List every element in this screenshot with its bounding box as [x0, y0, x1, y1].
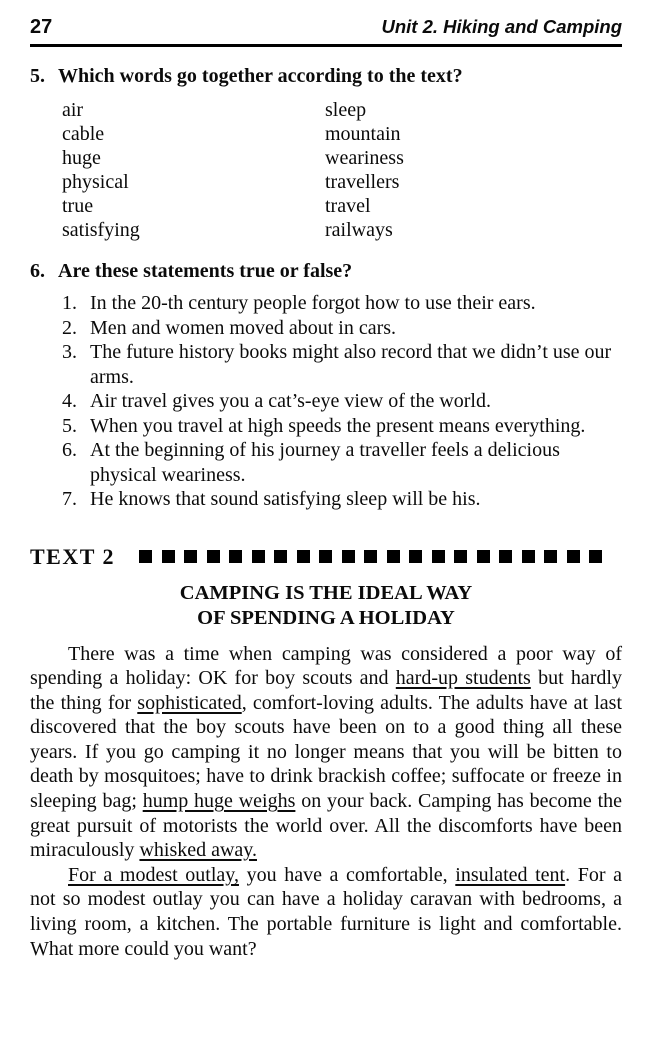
exercise-6 — [30, 259, 622, 512]
statement-item: Air travel gives you a cat’s-eye view of the world. — [90, 390, 491, 412]
word-item: satisfying — [62, 219, 140, 241]
text-run: . For a not so modest outlay you can have a holiday caravan with bedrooms, a living room, a kitchen. The portable furniture is light and comfortable. What more could you want? — [30, 863, 622, 960]
exercise-6-number: 6. — [30, 260, 45, 282]
text-run: , comfort-loving adults. The adults have at last discovered that the boy scouts have been on to a good thing all these years. If you go camping it no longer means that you will be bitten to death by mosquitoes; have to drink brackish coffee; suffocate or freeze in sleeping bag; — [30, 691, 622, 813]
word-item: travel — [325, 195, 371, 217]
separator-square-icon — [297, 550, 310, 563]
separator-square-icon — [162, 550, 175, 563]
underlined-phrase: insulated tent — [455, 863, 566, 886]
statement-item: In the 20-th century people forgot how to use their ears. — [90, 292, 536, 314]
statement-item: He knows that sound satisfying sleep will be his. — [90, 488, 481, 510]
word-match-columns — [62, 98, 622, 242]
word-item: true — [62, 195, 94, 217]
separator-square-icon — [184, 550, 197, 563]
exercise-5-title: Which words go together according to the text? — [58, 65, 463, 87]
separator-square-icon — [387, 550, 400, 563]
separator-square-icon — [207, 550, 220, 563]
header-rule — [30, 44, 622, 47]
text2-title-line2: OF SPENDING A HOLIDAY — [197, 606, 455, 629]
page-header — [30, 16, 622, 39]
word-column-right — [325, 98, 404, 242]
text2-title-line1: CAMPING IS THE IDEAL WAY — [179, 581, 473, 604]
word-item: air — [62, 99, 84, 121]
separator-squares — [139, 550, 622, 563]
word-item: cable — [62, 123, 105, 145]
exercise-5-heading — [30, 64, 622, 89]
separator-square-icon — [229, 550, 242, 563]
separator-square-icon — [499, 550, 512, 563]
word-item: huge — [62, 147, 101, 169]
text2-paragraph-1 — [30, 642, 622, 863]
exercise-5 — [30, 64, 622, 242]
separator-square-icon — [274, 550, 287, 563]
separator-square-icon — [589, 550, 602, 563]
exercise-6-title: Are these statements true or false? — [58, 260, 353, 282]
statement-item: The future history books might also record that we didn’t use our arms. — [90, 341, 612, 388]
underlined-phrase: hump huge weighs — [142, 790, 296, 813]
statement-item: At the beginning of his journey a traveller feels a delicious physical weariness. — [90, 439, 560, 486]
underlined-phrase: sophisticated — [137, 691, 242, 714]
separator-square-icon — [252, 550, 265, 563]
word-column-left — [62, 98, 325, 242]
statements-list — [62, 291, 622, 512]
separator-square-icon — [432, 550, 445, 563]
separator-square-icon — [544, 550, 557, 563]
text-run: but hardly the thing for — [30, 667, 622, 714]
text2-label: TEXT 2 — [30, 543, 116, 569]
text-run: on your back. Camping has become the great pursuit of motorists the world over. All the discomforts have been miraculously — [30, 790, 623, 862]
text2-paragraph-2 — [30, 863, 622, 961]
underlined-phrase: whisked away. — [139, 839, 257, 862]
text-run: There was a time when camping was considered a poor way of spending a holiday: OK for boy scouts and — [30, 642, 622, 690]
unit-title: Unit 2. Hiking and Camping — [381, 16, 622, 37]
word-item: sleep — [325, 99, 367, 121]
separator-square-icon — [409, 550, 422, 563]
statement-item: Men and women moved about in cars. — [90, 316, 397, 339]
separator-square-icon — [477, 550, 490, 563]
separator-square-icon — [364, 550, 377, 563]
underlined-phrase: hard-up students — [395, 667, 531, 690]
word-item: mountain — [325, 123, 401, 145]
separator-square-icon — [567, 550, 580, 563]
separator-square-icon — [139, 550, 152, 563]
word-item: travellers — [325, 171, 400, 193]
separator-square-icon — [319, 550, 332, 563]
exercise-5-number: 5. — [30, 65, 45, 87]
statement-item: When you travel at high speeds the present means everything. — [90, 414, 586, 437]
separator-square-icon — [454, 550, 467, 563]
exercise-6-heading — [30, 259, 622, 284]
text2-header — [30, 544, 622, 570]
word-item: physical — [62, 171, 129, 193]
underlined-phrase: For a modest outlay, — [68, 863, 239, 886]
word-item: railways — [325, 219, 393, 241]
text2-title — [30, 581, 622, 631]
text2-section — [30, 544, 622, 962]
separator-square-icon — [522, 550, 535, 563]
word-item: weariness — [325, 147, 404, 169]
text-run: you have a comfortable, — [238, 863, 456, 886]
page-number: 27 — [30, 16, 53, 38]
separator-square-icon — [342, 550, 355, 563]
